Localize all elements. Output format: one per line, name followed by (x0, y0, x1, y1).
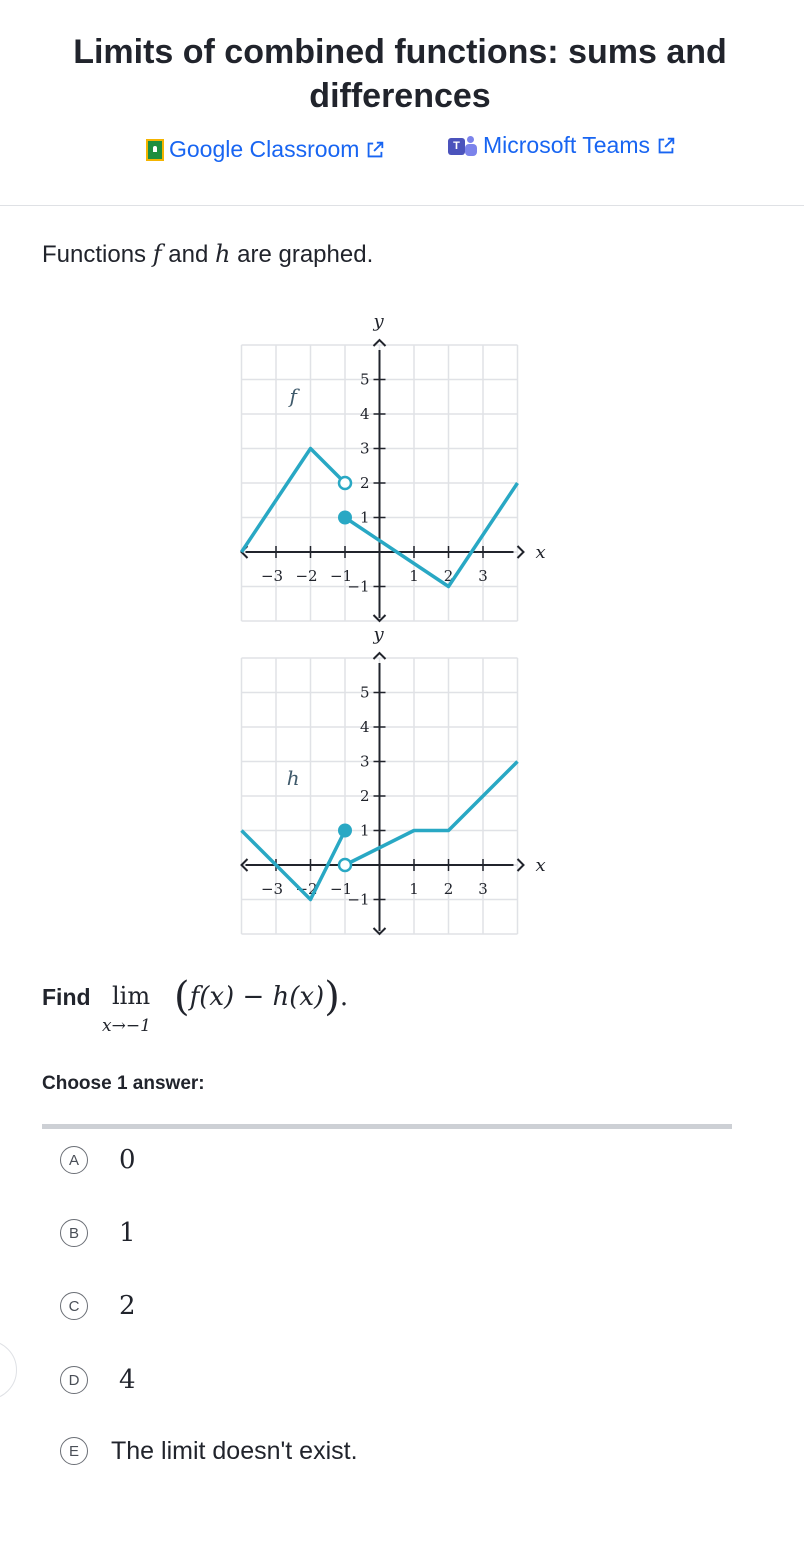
y-axis-label: y (373, 311, 384, 332)
x-tick-label: −3 (260, 567, 284, 585)
function-segment (242, 449, 346, 553)
function-segment (345, 762, 518, 866)
find-label: Find (42, 984, 91, 1010)
header-divider (0, 205, 804, 206)
external-link-icon (655, 135, 677, 157)
x-tick-label: 1 (409, 880, 419, 898)
y-tick-label: 2 (359, 787, 370, 805)
choices-divider (42, 1124, 732, 1129)
microsoft-teams-icon: T (448, 135, 478, 157)
microsoft-teams-label: Microsoft Teams (483, 132, 651, 158)
closed-point (338, 511, 352, 525)
share-links (0, 134, 804, 168)
choice-text: 4 (119, 1365, 136, 1395)
choice-e[interactable] (60, 1431, 710, 1471)
closed-point (338, 824, 352, 838)
function-label: f (289, 383, 297, 408)
choice-text: 1 (119, 1218, 136, 1248)
y-tick-label: 1 (359, 508, 370, 527)
h-symbol: h (215, 240, 231, 268)
x-tick-label: 3 (478, 567, 488, 585)
lim-subscript: x→−1 (102, 1016, 151, 1036)
x-tick-label: −1 (329, 567, 353, 585)
y-tick-label: −1 (347, 890, 370, 909)
x-tick-label: −2 (295, 880, 318, 898)
choice-b[interactable] (60, 1213, 710, 1253)
open-point (339, 477, 351, 489)
google-classroom-icon (146, 139, 164, 161)
google-classroom-link[interactable] (146, 136, 386, 163)
choice-letter: B (60, 1219, 88, 1247)
question-prompt: Functions f and h are graphed. (42, 240, 374, 268)
x-axis-label: x (535, 855, 546, 876)
choice-text: 2 (119, 1291, 136, 1321)
y-axis-label: y (373, 624, 384, 645)
x-tick-label: −3 (260, 880, 284, 898)
side-panel-tab[interactable] (0, 1340, 17, 1400)
y-tick-label: 3 (359, 752, 370, 771)
google-classroom-label: Google Classroom (169, 136, 360, 162)
choice-letter: E (60, 1437, 88, 1465)
y-tick-label: 3 (359, 439, 370, 458)
x-axis-arrow-right (518, 859, 524, 871)
x-tick-label: 2 (443, 567, 454, 585)
find-limit-statement (42, 968, 542, 1038)
x-tick-label: 3 (478, 880, 488, 898)
choice-text: 0 (119, 1145, 136, 1175)
x-tick-label: −2 (295, 567, 318, 585)
y-tick-label: −1 (347, 577, 370, 596)
open-point (339, 859, 351, 871)
x-axis-label: x (535, 542, 546, 563)
x-axis-arrow-right (518, 546, 524, 558)
y-tick-label: 5 (359, 370, 370, 389)
graph-h (0, 618, 804, 938)
limit-expression: (f(x) − h(x)). (174, 974, 349, 1020)
choice-a[interactable] (60, 1140, 710, 1180)
y-tick-label: 5 (359, 683, 370, 702)
x-tick-label: 2 (443, 880, 454, 898)
choice-c[interactable] (60, 1286, 710, 1326)
lim-operator: lim (112, 982, 151, 1010)
y-tick-label: 4 (359, 718, 370, 736)
choice-letter: C (60, 1292, 88, 1320)
choice-text: The limit doesn't exist. (111, 1436, 358, 1465)
microsoft-teams-link[interactable] (448, 132, 677, 159)
external-link-icon (364, 139, 386, 161)
choice-letter: D (60, 1366, 88, 1394)
choice-d[interactable] (60, 1360, 710, 1400)
function-segment (345, 483, 518, 587)
f-symbol: f (152, 240, 162, 268)
x-tick-label: −1 (329, 880, 353, 898)
y-tick-label: 1 (359, 821, 370, 840)
page-title: Limits of combined functions: sums and differences (73, 33, 727, 115)
choice-letter: A (60, 1146, 88, 1174)
choose-label: Choose 1 answer: (42, 1073, 205, 1094)
x-tick-label: 1 (409, 567, 419, 585)
graph-f (0, 305, 804, 625)
y-tick-label: 2 (359, 474, 370, 492)
y-tick-label: 4 (359, 405, 370, 423)
function-label: h (286, 765, 300, 790)
